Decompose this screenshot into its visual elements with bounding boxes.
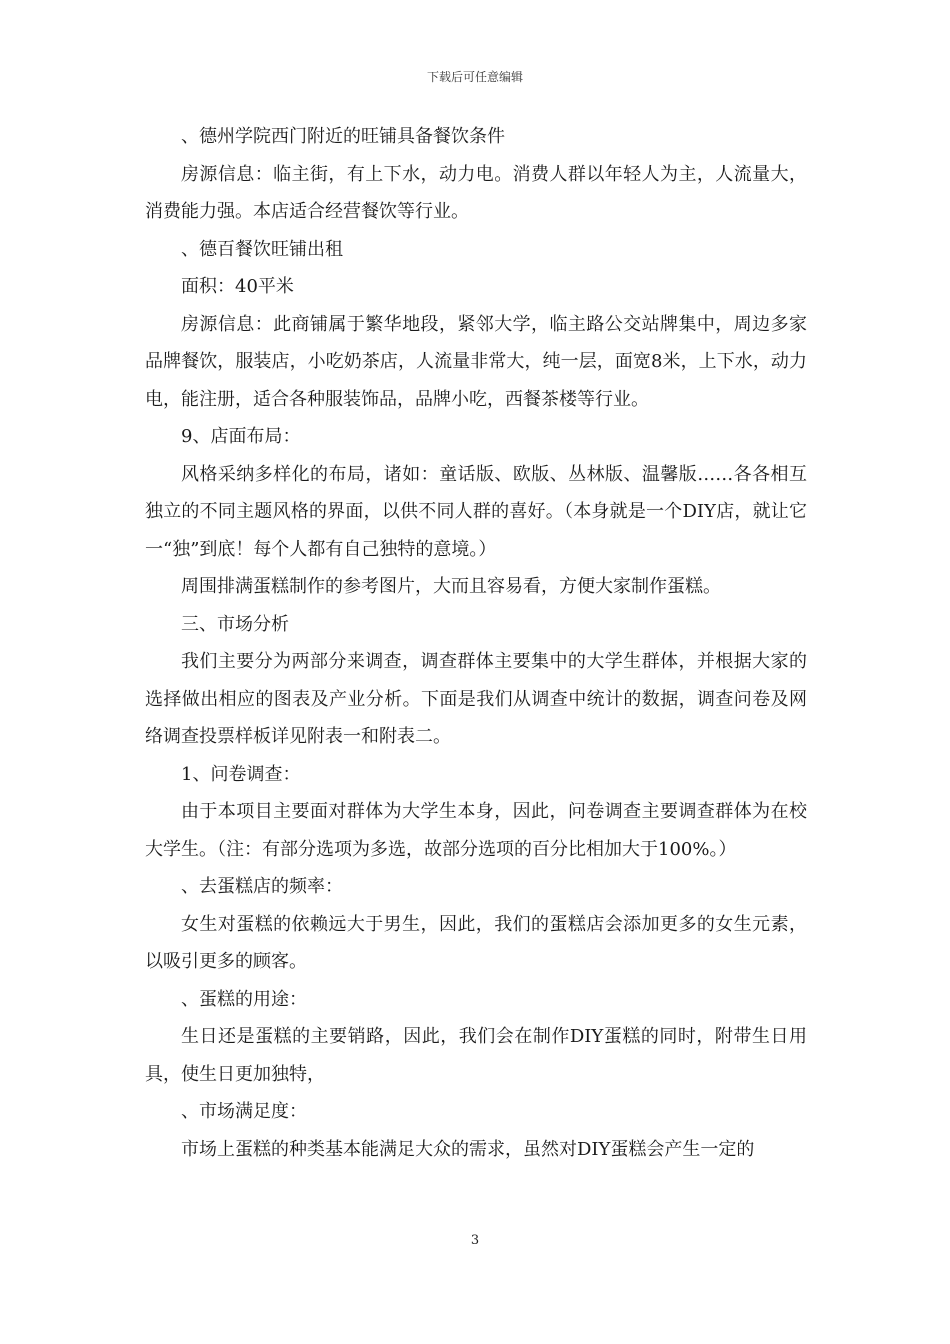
paragraph: 、蛋糕的用途： <box>181 988 307 1010</box>
paragraph: 1、问卷调查： <box>181 763 301 785</box>
paragraph: 、德百餐饮旺铺出租 <box>181 238 343 260</box>
paragraph: 周围排满蛋糕制作的参考图片，大而且容易看，方便大家制作蛋糕。 <box>181 576 721 597</box>
paragraph: 我们主要分为两部分来调查，调查群体主要集中的大学生群体，并根据大家的选择做出相应的图表及产业分析。下面是我们从调查中统计的数据，调查问卷及网络调查投票样板详见附表一和附表二。 <box>145 651 807 747</box>
paragraph: 面积：40平米 <box>181 276 294 297</box>
paragraph: 由于本项目主要面对群体为大学生本身，因此，问卷调查主要调查群体为在校大学生。（注：有部分选项为多选，故部分选项的百分比相加大于100%。） <box>145 801 807 860</box>
paragraph: 风格采纳多样化的布局，诸如：童话版、欧版、丛林版、温馨版……各各相互独立的不同主题风格的界面，以供不同人群的喜好。（本身就是一个DIY店，就让它一“独”到底！每个人都有自己独特的意境。） <box>145 463 807 560</box>
paragraph: 、德州学院西门附近的旺铺具备餐饮条件 <box>181 126 505 147</box>
paragraph: 房源信息：临主街，有上下水，动力电。消费人群以年轻人为主，人流量大，消费能力强。本店适合经营餐饮等行业。 <box>145 163 807 222</box>
paragraph: 房源信息：此商铺属于繁华地段，紧邻大学，临主路公交站牌集中，周边多家品牌餐饮，服装店，小吃奶茶店，人流量非常大，纯一层，面宽8米，上下水，动力电，能注册，适合各种服装饰品，品牌小吃，西餐茶楼等行业。 <box>145 313 807 410</box>
paragraph: 女生对蛋糕的依赖远大于男生，因此，我们的蛋糕店会添加更多的女生元素，以吸引更多的顾客。 <box>145 913 807 972</box>
paragraph: 9、店面布局： <box>181 426 301 447</box>
paragraph: 生日还是蛋糕的主要销路，因此，我们会在制作DIY蛋糕的同时，附带生日用具，使生日更加独特， <box>145 1026 807 1085</box>
paragraph: 、市场满足度： <box>181 1101 307 1122</box>
paragraph: 市场上蛋糕的种类基本能满足大众的需求，虽然对DIY蛋糕会产生一定的 <box>181 1138 755 1160</box>
page-number: 3 <box>470 1233 480 1248</box>
paragraph: 、去蛋糕店的频率： <box>181 876 343 897</box>
page-header: 下载后可任意编辑 <box>426 70 523 84</box>
paragraph: 三、市场分析 <box>181 613 289 635</box>
document-body <box>145 118 807 1168</box>
